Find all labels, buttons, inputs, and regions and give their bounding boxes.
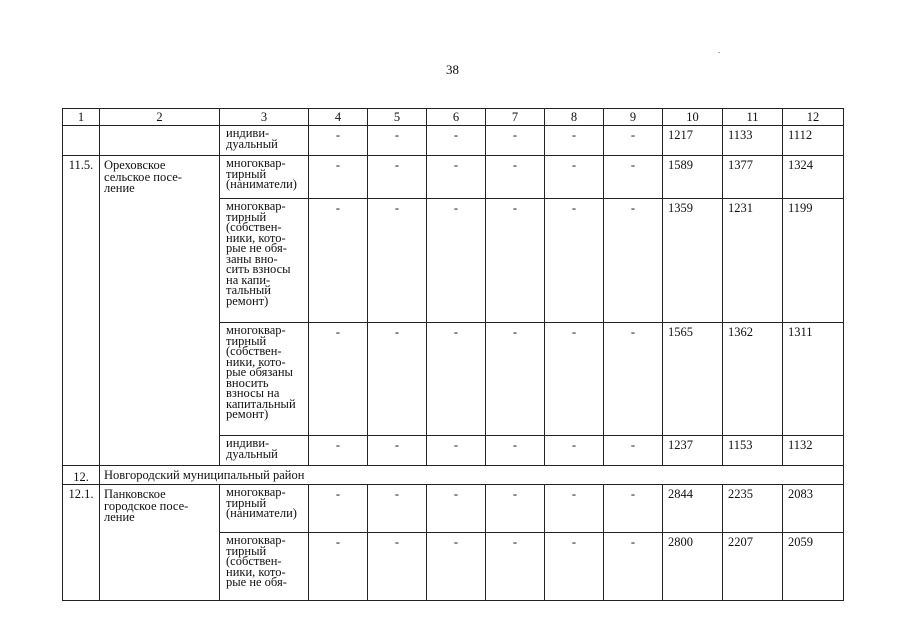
empty-value-cell: - [368, 533, 427, 601]
empty-value-cell: - [309, 126, 368, 156]
housing-type: многоквар- тирный (наниматели) [220, 485, 309, 533]
value-col-11: 2235 [723, 485, 783, 533]
header-cell-6: 6 [427, 109, 486, 126]
table-row [63, 485, 844, 533]
value-col-11: 1153 [723, 436, 783, 466]
empty-value-cell: - [427, 533, 486, 601]
header-cell-7: 7 [486, 109, 545, 126]
value-col-11: 2207 [723, 533, 783, 601]
empty-value-cell: - [427, 156, 486, 199]
value-col-12: 1112 [783, 126, 844, 156]
value-col-10: 1359 [663, 199, 723, 323]
value-col-12: 1311 [783, 323, 844, 436]
header-cell-11: 11 [723, 109, 783, 126]
table-row [63, 156, 844, 199]
scan-speck [718, 52, 720, 53]
header-cell-1: 1 [63, 109, 100, 126]
empty-value-cell: - [604, 485, 663, 533]
value-col-12: 2083 [783, 485, 844, 533]
row-index: 11.5. [63, 156, 100, 466]
header-cell-10: 10 [663, 109, 723, 126]
empty-value-cell: - [368, 436, 427, 466]
section-index: 12. [63, 466, 100, 485]
empty-value-cell: - [545, 485, 604, 533]
value-col-10: 1589 [663, 156, 723, 199]
header-cell-5: 5 [368, 109, 427, 126]
value-col-11: 1377 [723, 156, 783, 199]
header-cell-8: 8 [545, 109, 604, 126]
value-col-12: 2059 [783, 533, 844, 601]
settlement-name: Панковское городское посе- ление [100, 485, 220, 601]
empty-value-cell: - [604, 199, 663, 323]
empty-value-cell: - [309, 436, 368, 466]
empty-value-cell: - [427, 323, 486, 436]
value-col-12: 1199 [783, 199, 844, 323]
header-cell-3: 3 [220, 109, 309, 126]
value-col-10: 1237 [663, 436, 723, 466]
empty-value-cell: - [604, 126, 663, 156]
empty-value-cell: - [309, 485, 368, 533]
housing-type: многоквар- тирный (наниматели) [220, 156, 309, 199]
empty-value-cell: - [368, 156, 427, 199]
empty-value-cell: - [545, 199, 604, 323]
empty-value-cell: - [604, 156, 663, 199]
header-cell-4: 4 [309, 109, 368, 126]
empty-value-cell: - [368, 126, 427, 156]
value-col-12: 1132 [783, 436, 844, 466]
empty-value-cell: - [427, 126, 486, 156]
section-row [63, 466, 844, 485]
row-index: 12.1. [63, 485, 100, 601]
empty-value-cell: - [309, 323, 368, 436]
settlement-name: Ореховское сельское посе- ление [100, 156, 220, 466]
tariff-table [62, 108, 844, 601]
empty-value-cell: - [545, 533, 604, 601]
header-cell-2: 2 [100, 109, 220, 126]
empty-value-cell: - [604, 323, 663, 436]
empty-value-cell: - [486, 156, 545, 199]
empty-value-cell: - [604, 436, 663, 466]
empty-value-cell: - [545, 156, 604, 199]
empty-value-cell: - [486, 485, 545, 533]
empty-value-cell: - [368, 199, 427, 323]
empty-value-cell: - [545, 323, 604, 436]
value-col-12: 1324 [783, 156, 844, 199]
empty-value-cell: - [309, 199, 368, 323]
header-cell-12: 12 [783, 109, 844, 126]
header-row [63, 109, 844, 126]
empty-value-cell: - [427, 485, 486, 533]
value-col-10: 1217 [663, 126, 723, 156]
value-col-11: 1133 [723, 126, 783, 156]
value-col-10: 2844 [663, 485, 723, 533]
empty-value-cell: - [309, 156, 368, 199]
header-cell-9: 9 [604, 109, 663, 126]
empty-value-cell: - [545, 436, 604, 466]
empty-value-cell: - [486, 533, 545, 601]
empty-value-cell: - [486, 323, 545, 436]
housing-type: многоквар- тирный (собствен- ники, кото- рые не обя- [220, 533, 309, 601]
empty-value-cell: - [486, 126, 545, 156]
housing-type: многоквар- тирный (собствен- ники, кото- рые обязаны вносить взносы на капитальный ремонт) [220, 323, 309, 436]
housing-type: индиви- дуальный [220, 436, 309, 466]
empty-value-cell: - [545, 126, 604, 156]
housing-type: индиви- дуальный [220, 126, 309, 156]
empty-value-cell: - [368, 485, 427, 533]
table-row [63, 126, 844, 156]
value-col-11: 1362 [723, 323, 783, 436]
settlement-name [100, 126, 220, 156]
empty-value-cell: - [604, 533, 663, 601]
empty-value-cell: - [486, 199, 545, 323]
empty-value-cell: - [427, 199, 486, 323]
empty-value-cell: - [368, 323, 427, 436]
value-col-11: 1231 [723, 199, 783, 323]
empty-value-cell: - [309, 533, 368, 601]
empty-value-cell: - [486, 436, 545, 466]
section-title: Новгородский муниципальный район [100, 466, 844, 485]
housing-type: многоквар- тирный (собствен- ники, кото- рые не обя- заны вно- сить взносы на капи- тальный ремонт) [220, 199, 309, 323]
page-number: 38 [446, 62, 459, 77]
empty-value-cell: - [427, 436, 486, 466]
row-index [63, 126, 100, 156]
value-col-10: 2800 [663, 533, 723, 601]
value-col-10: 1565 [663, 323, 723, 436]
